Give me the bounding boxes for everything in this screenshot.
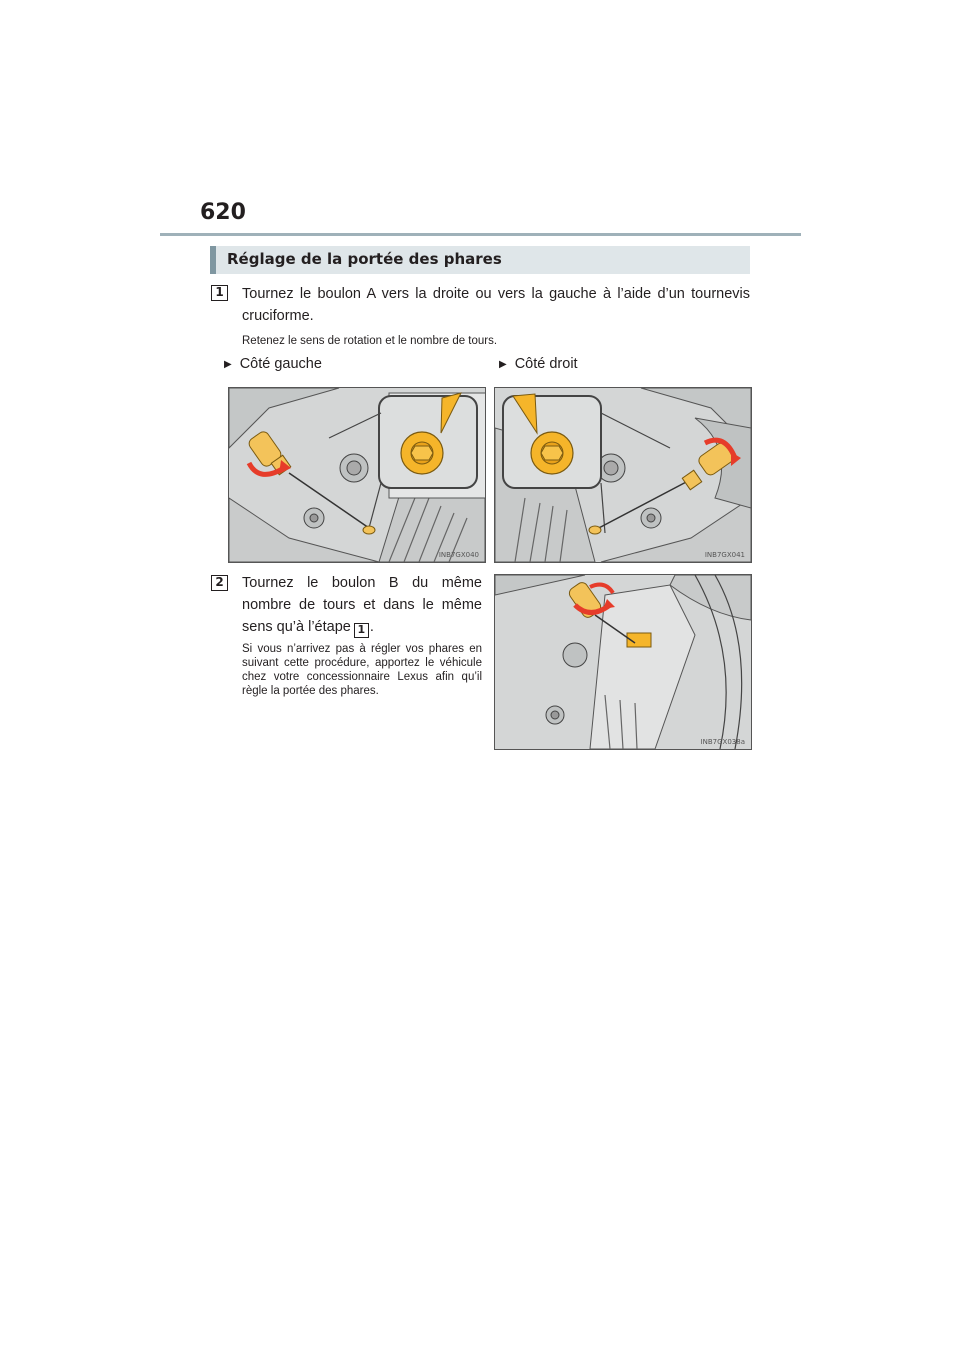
step-ref-badge: 1	[354, 623, 369, 638]
step-number-1: 1	[211, 285, 228, 301]
right-figure-code: INB7GX041	[704, 551, 745, 559]
headlamp-bolt-b-illustration	[495, 575, 751, 749]
section-title: Réglage de la portée des phares	[227, 250, 502, 268]
triangle-icon: ▶	[499, 359, 507, 370]
top-rule	[160, 233, 801, 236]
left-headlamp-illustration	[229, 388, 485, 562]
right-headlamp-figure	[494, 387, 752, 563]
right-side-label-text: Côté droit	[514, 356, 578, 372]
step-1-text: Tournez le boulon A vers la droite ou vers la gauche à l’aide d’un tournevis cruciforme.	[242, 286, 750, 324]
step-2-text	[242, 572, 482, 638]
step-2-text-end: .	[369, 619, 374, 635]
step-number-2: 2	[211, 575, 228, 591]
left-figure-code: INB7GX040	[438, 551, 479, 559]
right-headlamp-illustration	[495, 388, 751, 562]
right-side-label	[499, 356, 578, 372]
section-header	[210, 246, 750, 274]
bolt-b-figure-code: INB7GX038a	[700, 738, 745, 746]
step-2-text-main: Tournez le boulon B du même nombre de tours et dans le même sens qu’à l’étape	[242, 575, 482, 635]
left-side-label-text: Côté gauche	[239, 356, 322, 372]
step-1-note: Retenez le sens de rotation et le nombre de tours.	[242, 335, 498, 347]
triangle-icon: ▶	[224, 359, 232, 370]
step-2-note: Si vous n’arrivez pas à régler vos phares en suivant cette procédure, apportez le véhicule chez votre concessionnaire Lexus afin qu’il règle la portée des phares.	[242, 643, 482, 697]
left-side-label	[224, 356, 322, 372]
headlamp-bolt-b-figure	[494, 574, 752, 750]
page-number: 620	[200, 200, 246, 225]
left-headlamp-figure	[228, 387, 486, 563]
